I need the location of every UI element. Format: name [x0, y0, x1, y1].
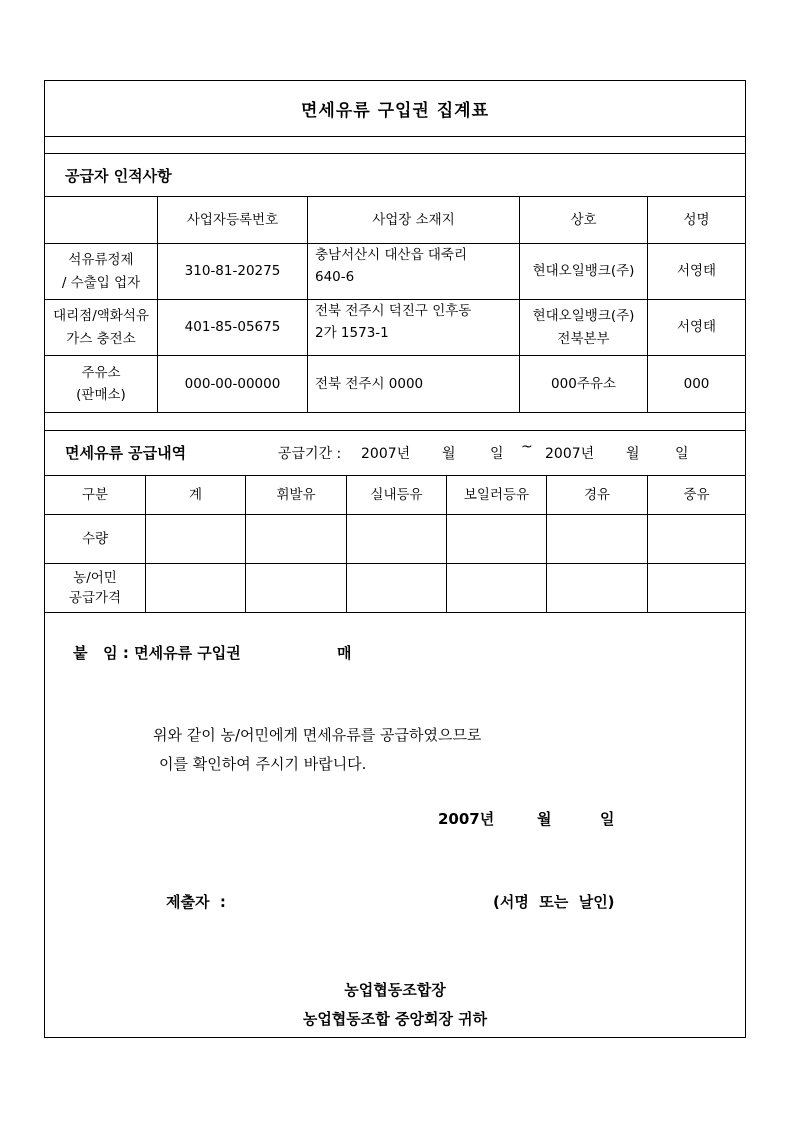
supply-header-diesel: 경유: [547, 476, 648, 514]
supplier-address: [308, 356, 520, 412]
header-cell-reg-no: 사업자등록번호: [158, 197, 308, 243]
price-label-line: 공급가격: [68, 590, 122, 606]
header-cell-blank: [45, 197, 158, 243]
attachment-unit: 매: [337, 644, 352, 662]
company-line: 현대오일뱅크(주): [532, 308, 635, 325]
date-year: 2007년: [438, 810, 495, 828]
form-frame: [44, 80, 746, 1038]
period-tilde: ~: [521, 439, 533, 455]
statement-line-1: 위와 같이 농/어민에게 면세유류를 공급하였으므로: [153, 726, 482, 744]
category-line: 대리점/액화석유: [53, 308, 149, 325]
supplier-row: [45, 300, 745, 356]
category-line: / 수출입 업자: [61, 274, 141, 291]
supply-header-gasoline: 휘발유: [246, 476, 347, 514]
supplier-address: [308, 244, 520, 299]
supply-section-heading: 면세유류 공급내역: [65, 444, 187, 462]
company-line: 전북본부: [557, 330, 610, 347]
period-end-year: 2007년: [545, 446, 595, 462]
supplier-reg-no: 401-85-05675: [158, 300, 308, 355]
quantity-heavy-oil-cell[interactable]: [648, 515, 745, 563]
supplier-category: [45, 300, 158, 355]
document-title: 면세유류 구입권 집계표: [300, 101, 490, 121]
price-gasoline-cell[interactable]: [246, 564, 347, 612]
price-label-line: 농/어민: [73, 569, 117, 586]
header-cell-name: 성명: [683, 211, 710, 228]
category-line: 석유류정제: [68, 252, 134, 269]
supplier-category: [45, 244, 158, 299]
period-start-month: 월: [442, 446, 456, 462]
period-label: 공급기간 :: [278, 446, 342, 462]
attachment-label: 붙 임 : 면세유류 구입권: [73, 644, 241, 662]
divider: [45, 136, 745, 137]
recipient-line-1: 농업협동조합장: [344, 981, 446, 999]
supplier-section-heading: 공급자 인적사항: [65, 167, 172, 185]
signature-note: (서명 또는 날인): [493, 893, 615, 911]
period-start-day: 일: [490, 446, 504, 462]
supplier-name: 서영태: [676, 263, 717, 280]
company-line: 000주유소: [551, 375, 616, 392]
statement-line-2: 이를 확인하여 주시기 바랍니다.: [159, 755, 367, 773]
period-end-month: 월: [626, 446, 640, 462]
quantity-indoor-kerosene-cell[interactable]: [347, 515, 447, 563]
supply-row-label: [45, 564, 146, 612]
supply-header-indoor-kerosene: 실내등유: [347, 476, 447, 514]
divider: [45, 430, 745, 431]
address-line: 전북 전주시 0000: [315, 375, 424, 392]
supply-header-total: 계: [146, 476, 246, 514]
period-end-day: 일: [675, 446, 689, 462]
supplier-header-row: [45, 197, 745, 244]
supplier-row: [45, 356, 745, 413]
supply-header-boiler-kerosene: 보일러등유: [447, 476, 547, 514]
supplier-name: 서영태: [676, 319, 717, 336]
quantity-diesel-cell[interactable]: [547, 515, 648, 563]
address-line: 2가 1573-1: [315, 325, 389, 342]
address-line: 640-6: [315, 269, 355, 286]
supplier-category: [45, 356, 158, 412]
supply-row-label: 수량: [45, 515, 146, 563]
supplier-reg-no: 310-81-20275: [158, 244, 308, 299]
divider: [45, 153, 745, 154]
supplier-name: 000: [683, 375, 710, 392]
category-line: (판매소): [76, 387, 126, 403]
supplier-company: [520, 244, 648, 299]
header-cell-company: 상호: [520, 197, 648, 243]
quantity-total-cell[interactable]: [146, 515, 246, 563]
price-total-cell[interactable]: [146, 564, 246, 612]
supplier-address: [308, 300, 520, 355]
supplier-reg-no: 000-00-00000: [158, 356, 308, 412]
category-line: 주유소: [81, 364, 121, 381]
period-start-year: 2007년: [361, 446, 411, 462]
submitter-label: 제출자 :: [166, 893, 226, 911]
supplier-company: [520, 356, 648, 412]
supply-header-heavy-oil: 중유: [683, 486, 710, 503]
supply-quantity-row: [45, 515, 745, 564]
recipient-line-2: 농업협동조합 중앙회장 귀하: [302, 1010, 488, 1028]
date-month: 월: [537, 810, 552, 828]
address-line: 전북 전주시 덕진구 인후동: [315, 303, 472, 319]
supply-header-row: [45, 476, 745, 515]
quantity-gasoline-cell[interactable]: [246, 515, 347, 563]
date-day: 일: [600, 810, 615, 828]
quantity-boiler-kerosene-cell[interactable]: [447, 515, 547, 563]
address-line: 충남서산시 대산읍 대죽리: [315, 247, 468, 263]
supplier-row: [45, 244, 745, 300]
price-diesel-cell[interactable]: [547, 564, 648, 612]
header-cell-address: 사업장 소재지: [308, 197, 520, 243]
price-heavy-oil-cell[interactable]: [648, 564, 745, 612]
price-indoor-kerosene-cell[interactable]: [347, 564, 447, 612]
company-line: 현대오일뱅크(주): [532, 263, 635, 280]
price-boiler-kerosene-cell[interactable]: [447, 564, 547, 612]
supplier-company: [520, 300, 648, 355]
supply-price-row: [45, 564, 745, 613]
supply-header-category: 구분: [45, 476, 146, 514]
category-line: 가스 충전소: [66, 330, 136, 347]
